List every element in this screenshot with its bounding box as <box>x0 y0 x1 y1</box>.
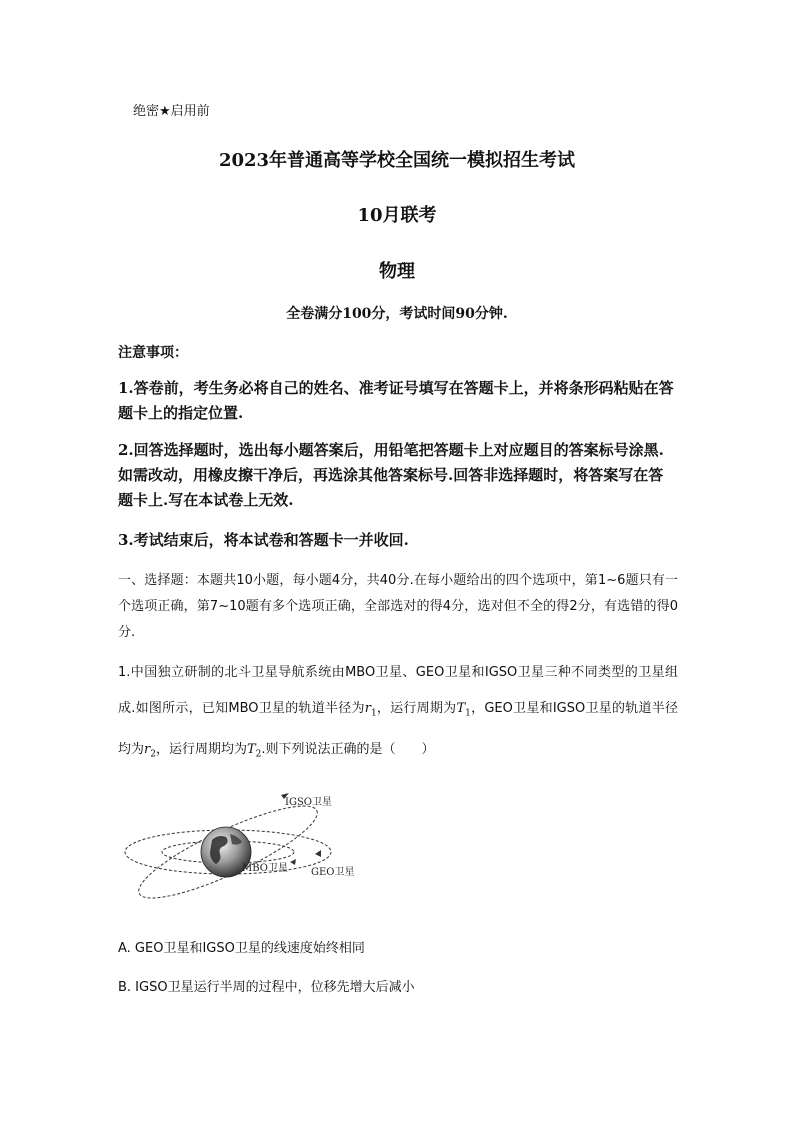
notice-item-1: 1.答卷前，考生务必将自己的姓名、准考证号填写在答题卡上，并将条形码粘贴在答题卡上的指定位置. <box>118 379 674 422</box>
exam-title: 2023年普通高等学校全国统一模拟招生考试 <box>218 150 576 171</box>
notice-heading: 注意事项： <box>118 345 188 361</box>
satellite-orbit-figure <box>118 780 378 910</box>
mbo-label: MBO卫星 <box>242 863 288 874</box>
var-r1: $r_1$ <box>364 701 377 719</box>
option-a: A. GEO卫星和IGSO卫星的线速度始终相同 <box>118 941 365 956</box>
mbo-arrow-icon <box>290 859 296 865</box>
q1-text-b: ，运行周期为 <box>376 701 457 716</box>
q1-text-c: ，GEO卫星和IGSO卫星的轨道半径均为 <box>118 701 678 757</box>
full-mark-note: 全卷满分100分，考试时间90分钟. <box>286 306 508 322</box>
question-1-stem <box>118 655 678 772</box>
geo-label: GEO卫星 <box>311 867 355 878</box>
subject-title: 物理 <box>379 261 415 282</box>
var-r2: $r_2$ <box>144 741 156 760</box>
q1-text-e: .则下列说法正确的是（ ） <box>261 741 435 757</box>
option-b: B. IGSO卫星运行半周的过程中，位移先增大后减小 <box>118 980 415 995</box>
secret-mark: 绝密★启用前 <box>133 104 210 119</box>
notice-item-2: 2.回答选择题时，选出每小题答案后，用铅笔把答题卡上对应题目的答案标号涂黑.如需改动，用橡皮擦干净后，再选涂其他答案标号.回答非选择题时，将答案写在答题卡上.写在本试卷上无效. <box>118 441 664 509</box>
notice-item-3: 3.考试结束后，将本试卷和答题卡一并收回. <box>118 531 409 549</box>
var-T2: $T_2$ <box>246 741 262 760</box>
var-T1: $T_1$ <box>456 701 471 719</box>
exam-subtitle: 10月联考 <box>357 205 437 226</box>
q1-text-d: ，运行周期均为 <box>155 741 247 757</box>
q1-text-a: 1.中国独立研制的北斗卫星导航系统由MBO卫星、GEO卫星和IGSO卫星三种不同类型的卫星组成.如图所示，已知MBO卫星的轨道半径为 <box>118 665 678 716</box>
geo-arrow-icon <box>315 850 321 857</box>
section-intro: 一、选择题：本题共10小题，每小题4分，共40分.在每小题给出的四个选项中，第1~6题只有一个选项正确，第7~10题有多个选项正确，全部选对的得4分，选对但不全的得2分，有选错的得0分. <box>118 573 678 640</box>
igso-label: IGSO卫星 <box>285 797 332 808</box>
